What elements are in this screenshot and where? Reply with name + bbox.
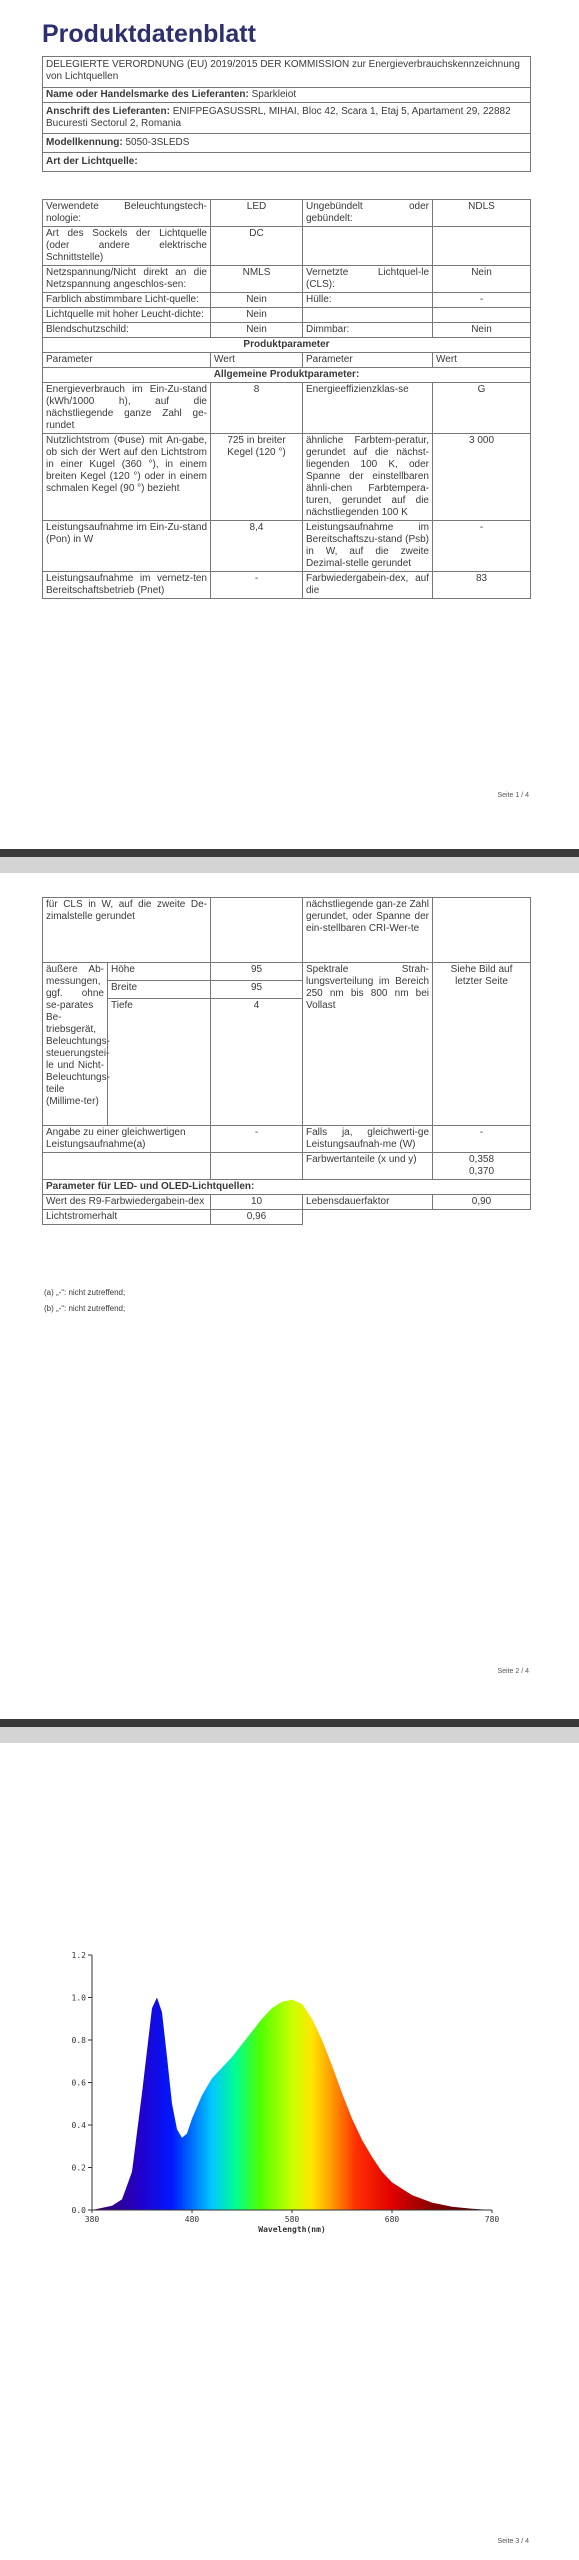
row-label: Farbwiedergabein-dex, auf die — [303, 572, 433, 599]
y-tick-label: 1.0 — [71, 1993, 86, 2003]
model-value: 5050-3SLEDS — [125, 137, 190, 148]
header-table — [42, 56, 531, 172]
dim-depth-value: 4 — [211, 999, 303, 1126]
x-tick-label: 680 — [384, 2215, 400, 2224]
light-source-type-label: Art der Lichtquelle: — [43, 153, 531, 172]
x-tick-label: 580 — [284, 2215, 300, 2224]
product-params-heading: Produktparameter — [43, 338, 531, 353]
row-label: Art des Sockels der Lichtquelle (oder andere elektrische Schnittstelle) — [43, 227, 211, 266]
x-tick-label: 780 — [484, 2215, 500, 2224]
x-axis-label: Wavelength(nm) — [258, 2225, 326, 2234]
r9-label: Wert des R9-Farbwiedergabein-dex — [43, 1195, 211, 1210]
maintenance-value: 0,96 — [211, 1210, 303, 1225]
page-3 — [0, 1743, 579, 2560]
table-row — [43, 200, 531, 227]
supplier-label: Name oder Handelsmarke des Lieferanten: — [46, 89, 249, 100]
row-value: LED — [211, 200, 303, 227]
spectrum-area — [92, 1998, 492, 2211]
dim-width-label: Breite — [108, 981, 211, 999]
dim-width-value: 95 — [211, 981, 303, 999]
dimensions-label: äußere Ab-messungen, ggf. ohne se-parates Be-triebsgerät, Beleuchtungs-steuerungstei-le und Nicht-Beleuchtungs-teile (Millime-ter) — [43, 963, 108, 1126]
table-row — [43, 572, 531, 599]
page-number: Seite 2 / 4 — [497, 1668, 529, 1675]
row-value: 3 000 — [433, 434, 531, 521]
row-label — [303, 227, 433, 266]
row-value: Nein — [433, 323, 531, 338]
spectral-value: Siehe Bild auf letzter Seite — [433, 963, 531, 1126]
page-number: Seite 1 / 4 — [497, 792, 529, 799]
row-value: 8,4 — [211, 521, 303, 572]
model-row — [43, 134, 531, 153]
chroma-x: 0,358 — [469, 1154, 495, 1165]
maintenance-label: Lichtstromerhalt — [43, 1210, 211, 1225]
page-separator — [0, 1719, 579, 1743]
row-value: - — [433, 293, 531, 308]
equiv-label: Angabe zu einer gleichwertigen Leistungsaufnahme(a) — [43, 1126, 211, 1153]
table-row — [43, 1153, 531, 1180]
y-tick-label: 0.4 — [71, 2121, 86, 2130]
page-number: Seite 3 / 4 — [497, 2538, 529, 2545]
row-label: Leistungsaufnahme im Bereitschaftszu-stand (Psb) in W, auf die zweite Dezimal-stelle gerundet — [303, 521, 433, 572]
table-row — [43, 1126, 531, 1153]
r9-value: 10 — [211, 1195, 303, 1210]
y-tick-label: 0.2 — [71, 2163, 86, 2173]
x-tick-label: 380 — [84, 2215, 100, 2224]
row-label: ähnliche Farbtem-peratur, gerundet auf die nächst-liegenden 100 K, oder Spanne der einstellbaren ähnli-chen Farbtempera-turen, gerundet auf die nächstliegenden 100 K — [303, 434, 433, 521]
row-label: Leistungsaufnahme im Ein-Zu-stand (Pon) in W — [43, 521, 211, 572]
general-params-heading: Allgemeine Produktparameter: — [43, 368, 531, 383]
row-value: Nein — [211, 293, 303, 308]
row-label: Ungebündelt oder gebündelt: — [303, 200, 433, 227]
regulation-text: DELEGIERTE VERORDNUNG (EU) 2019/2015 DER KOMMISSION zur Energieverbrauchskennzeichnung von Lichtquellen — [43, 57, 531, 88]
dim-height-value: 95 — [211, 963, 303, 981]
x-tick-label: 480 — [184, 2215, 200, 2224]
page-title: Produktdatenblatt — [42, 20, 256, 48]
chroma-label: Farbwertanteile (x und y) — [303, 1153, 433, 1180]
supplier-row — [43, 88, 531, 103]
row-label: nächstliegende gan-ze Zahl gerundet, oder Spanne der ein-stellbaren CRI-Wer-te — [303, 898, 433, 963]
page-2 — [0, 873, 579, 1719]
dim-depth-label: Tiefe — [108, 999, 211, 1126]
row-label — [303, 308, 433, 323]
row-value: Nein — [433, 266, 531, 293]
row-value: Nein — [211, 308, 303, 323]
table-row — [43, 383, 531, 434]
row-value — [433, 308, 531, 323]
address-value: ENIFPEGASUSSRL, MIHAI, Bloc 42, Scara 1, Etaj 5, Apartament 29, 22882 Bucuresti Sectorul 2, Romania — [46, 106, 511, 129]
y-tick-label: 0.6 — [71, 2078, 86, 2088]
table-row — [43, 898, 531, 963]
row-label: Vernetzte Lichtquel-le (CLS): — [303, 266, 433, 293]
row-value: 8 — [211, 383, 303, 434]
light-source-table — [42, 199, 531, 599]
address-label: Anschrift des Lieferanten: — [46, 106, 170, 117]
row-label: Dimmbar: — [303, 323, 433, 338]
row-value: - — [211, 572, 303, 599]
chroma-values — [433, 1153, 531, 1180]
equiv-label2: Falls ja, gleichwerti-ge Leistungsaufnah-me (W) — [303, 1126, 433, 1153]
row-label: Hülle: — [303, 293, 433, 308]
row-label: Nutzlichtstrom (Φuse) mit An-gabe, ob sich der Wert auf den Lichtstrom in einer Kugel (360 °), in einem breiten Kegel (120 °) oder in einem schmalen Kegel (90 °) bezieht — [43, 434, 211, 521]
col-header-value: Wert — [211, 353, 303, 368]
row-label: Leistungsaufnahme im vernetz-ten Bereitschaftsbetrieb (Pnet) — [43, 572, 211, 599]
row-value: 83 — [433, 572, 531, 599]
dim-height-label: Höhe — [108, 963, 211, 981]
row-label: Blendschutzschild: — [43, 323, 211, 338]
spectral-distribution-chart — [52, 1945, 522, 2245]
table-row — [43, 1195, 531, 1210]
table-row — [43, 521, 531, 572]
life-value: 0,90 — [433, 1195, 531, 1210]
model-label: Modellkennung: — [46, 137, 123, 148]
y-tick-label: 0.0 — [71, 2206, 86, 2215]
equiv-value2: - — [433, 1126, 531, 1153]
row-label: Verwendete Beleuchtungstech-nologie: — [43, 200, 211, 227]
table-row — [43, 323, 531, 338]
row-value: 725 in breiter Kegel (120 °) — [211, 434, 303, 521]
chroma-y: 0,370 — [469, 1166, 495, 1177]
address-row — [43, 103, 531, 134]
col-header-value2: Wert — [433, 353, 531, 368]
col-header-param: Parameter — [43, 353, 211, 368]
life-label: Lebensdauerfaktor — [303, 1195, 433, 1210]
table-row — [43, 308, 531, 323]
row-label: für CLS in W, auf die zweite De-zimalstelle gerundet — [43, 898, 211, 963]
row-label: Netzspannung/Nicht direkt an die Netzspannung angeschlos-sen: — [43, 266, 211, 293]
led-params-heading: Parameter für LED- und OLED-Lichtquellen: — [43, 1180, 531, 1195]
row-label: Energieeffizienzklas-se — [303, 383, 433, 434]
row-value: NMLS — [211, 266, 303, 293]
table-row — [43, 227, 531, 266]
table-row — [43, 266, 531, 293]
params-table-continued — [42, 897, 531, 1225]
y-tick-label: 1.2 — [71, 1951, 86, 1960]
table-row — [43, 1210, 531, 1225]
row-value: Nein — [211, 323, 303, 338]
col-header-param2: Parameter — [303, 353, 433, 368]
footnote-b: (b) „-“: nicht zutreffend; — [44, 1304, 126, 1313]
y-tick-label: 0.8 — [71, 2036, 86, 2045]
page-1 — [0, 0, 579, 849]
row-value: NDLS — [433, 200, 531, 227]
row-value: G — [433, 383, 531, 434]
row-value: DC — [211, 227, 303, 266]
row-label: Farblich abstimmbare Licht-quelle: — [43, 293, 211, 308]
table-row — [43, 963, 531, 981]
row-value: - — [433, 521, 531, 572]
spectral-label: Spektrale Strah-lungsverteilung im Bereich 250 nm bis 800 nm bei Vollast — [303, 963, 433, 1126]
supplier-value: Sparkleiot — [251, 89, 297, 100]
row-label: Lichtquelle mit hoher Leucht-dichte: — [43, 308, 211, 323]
table-row — [43, 434, 531, 521]
row-label: Energieverbrauch im Ein-Zu-stand (kWh/1000 h), auf die nächstliegende ganze Zahl ge-rundet — [43, 383, 211, 434]
footnote-a: (a) „-“: nicht zutreffend; — [44, 1288, 126, 1297]
equiv-value: - — [211, 1126, 303, 1153]
row-value — [433, 227, 531, 266]
page-separator — [0, 849, 579, 873]
table-row — [43, 293, 531, 308]
